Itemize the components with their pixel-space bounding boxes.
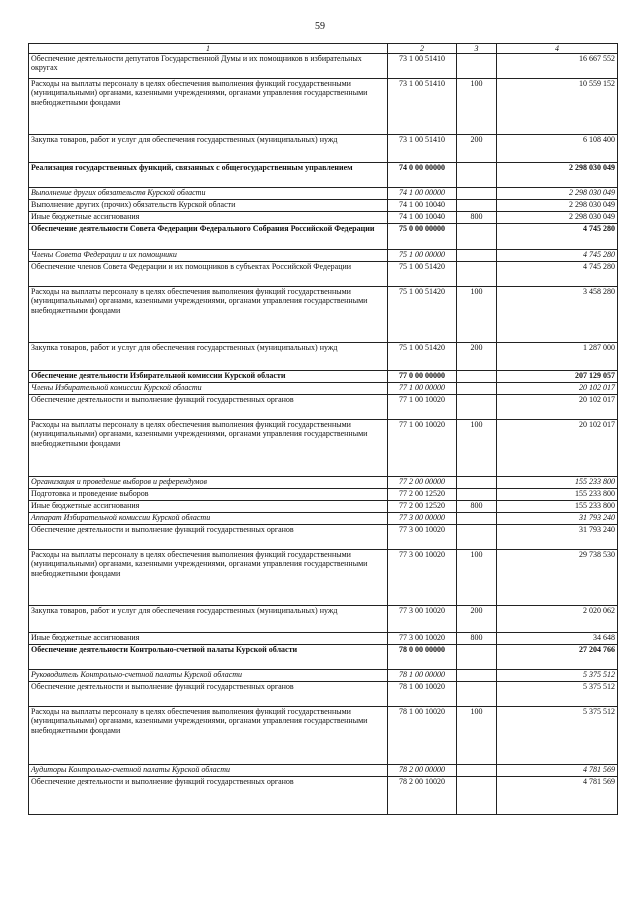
row-sum-cell: 2 298 030 049 [497, 200, 618, 212]
table-row [29, 489, 618, 501]
table-row [29, 395, 618, 420]
table-row [29, 163, 618, 188]
row-code-cell: 77 3 00 00000 [388, 513, 457, 525]
row-vr-cell [457, 477, 497, 489]
row-code-cell: 77 3 00 10020 [388, 606, 457, 633]
row-vr-cell [457, 682, 497, 707]
table-row [29, 343, 618, 371]
row-code-cell: 77 3 00 10020 [388, 550, 457, 606]
row-code-cell: 73 1 00 51410 [388, 135, 457, 163]
row-name-cell: Обеспечение деятельности и выполнение функций государственных органов [29, 525, 388, 550]
row-name-cell: Иные бюджетные ассигнования [29, 212, 388, 224]
row-sum-cell: 4 745 280 [497, 262, 618, 287]
row-code-cell: 77 2 00 12520 [388, 489, 457, 501]
row-name-cell: Иные бюджетные ассигнования [29, 633, 388, 645]
table-row [29, 777, 618, 815]
table-row [29, 188, 618, 200]
row-sum-cell: 27 204 766 [497, 645, 618, 670]
row-code-cell: 78 1 00 10020 [388, 707, 457, 765]
row-vr-cell [457, 395, 497, 420]
row-vr-cell: 200 [457, 606, 497, 633]
row-sum-cell: 34 648 [497, 633, 618, 645]
row-sum-cell: 5 375 512 [497, 682, 618, 707]
table-row [29, 371, 618, 383]
row-code-cell: 77 1 00 10020 [388, 420, 457, 477]
row-name-cell: Расходы на выплаты персоналу в целях обеспечения выполнения функций государственными (муниципальными) органами, казенными учреждениями, органами управления государственными внебюджетными фондами [29, 287, 388, 343]
row-name-cell: Выполнение других (прочих) обязательств Курской области [29, 200, 388, 212]
row-sum-cell: 207 129 057 [497, 371, 618, 383]
row-code-cell: 73 1 00 51410 [388, 79, 457, 135]
table-row [29, 54, 618, 79]
column-header-name: 1 [29, 44, 388, 54]
row-sum-cell: 5 375 512 [497, 707, 618, 765]
table-row [29, 79, 618, 135]
table-row [29, 250, 618, 262]
row-vr-cell: 800 [457, 212, 497, 224]
row-name-cell: Руководитель Контрольно-счетной палаты Курской области [29, 670, 388, 682]
row-sum-cell: 4 745 280 [497, 224, 618, 250]
row-code-cell: 77 1 00 00000 [388, 383, 457, 395]
row-name-cell: Члены Избирательной комиссии Курской области [29, 383, 388, 395]
row-name-cell: Закупка товаров, работ и услуг для обеспечения государственных (муниципальных) нужд [29, 606, 388, 633]
row-sum-cell: 16 667 552 [497, 54, 618, 79]
row-code-cell: 78 2 00 00000 [388, 765, 457, 777]
table-row [29, 383, 618, 395]
row-vr-cell [457, 188, 497, 200]
row-code-cell: 77 0 00 00000 [388, 371, 457, 383]
row-sum-cell: 6 108 400 [497, 135, 618, 163]
row-vr-cell [457, 224, 497, 250]
row-name-cell: Подготовка и проведение выборов [29, 489, 388, 501]
row-code-cell: 75 1 00 51420 [388, 287, 457, 343]
row-sum-cell: 10 559 152 [497, 79, 618, 135]
row-name-cell: Обеспечение деятельности и выполнение функций государственных органов [29, 682, 388, 707]
budget-table [28, 43, 618, 815]
row-name-cell: Обеспечение деятельности и выполнение функций государственных органов [29, 777, 388, 815]
row-vr-cell [457, 163, 497, 188]
row-vr-cell [457, 54, 497, 79]
row-vr-cell [457, 371, 497, 383]
row-sum-cell: 4 745 280 [497, 250, 618, 262]
row-code-cell: 78 1 00 00000 [388, 670, 457, 682]
row-sum-cell: 20 102 017 [497, 395, 618, 420]
row-vr-cell: 100 [457, 550, 497, 606]
row-name-cell: Выполнение других обязательств Курской области [29, 188, 388, 200]
table-body [29, 54, 618, 815]
row-name-cell: Реализация государственных функций, связанных с общегосударственным управлением [29, 163, 388, 188]
row-vr-cell [457, 777, 497, 815]
row-code-cell: 74 1 00 00000 [388, 188, 457, 200]
row-name-cell: Обеспечение членов Совета Федерации и их помощников в субъектах Российской Федерации [29, 262, 388, 287]
table-row [29, 501, 618, 513]
page-number: 59 [315, 21, 325, 32]
row-sum-cell: 2 298 030 049 [497, 212, 618, 224]
column-header-vr: 3 [457, 44, 497, 54]
row-code-cell: 77 2 00 12520 [388, 501, 457, 513]
row-name-cell: Аудиторы Контрольно-счетной палаты Курской области [29, 765, 388, 777]
row-sum-cell: 31 793 240 [497, 525, 618, 550]
row-name-cell: Аппарат Избирательной комиссии Курской области [29, 513, 388, 525]
row-sum-cell: 1 287 000 [497, 343, 618, 371]
row-name-cell: Расходы на выплаты персоналу в целях обеспечения выполнения функций государственными (муниципальными) органами, казенными учреждениями, органами управления государственными внебюджетными фондами [29, 707, 388, 765]
row-vr-cell [457, 383, 497, 395]
row-vr-cell: 800 [457, 501, 497, 513]
row-code-cell: 78 2 00 10020 [388, 777, 457, 815]
row-sum-cell: 2 020 062 [497, 606, 618, 633]
row-sum-cell: 20 102 017 [497, 383, 618, 395]
row-name-cell: Обеспечение деятельности Контрольно-счетной палаты Курской области [29, 645, 388, 670]
table-row [29, 550, 618, 606]
row-code-cell: 74 0 00 00000 [388, 163, 457, 188]
table-header-row [29, 44, 618, 54]
row-vr-cell [457, 670, 497, 682]
row-vr-cell [457, 262, 497, 287]
table-row [29, 420, 618, 477]
column-header-code: 2 [388, 44, 457, 54]
row-vr-cell [457, 513, 497, 525]
row-sum-cell: 155 233 800 [497, 477, 618, 489]
row-sum-cell: 29 738 530 [497, 550, 618, 606]
table-row [29, 135, 618, 163]
table-row [29, 287, 618, 343]
table-row [29, 682, 618, 707]
row-vr-cell [457, 645, 497, 670]
row-vr-cell: 200 [457, 343, 497, 371]
row-vr-cell [457, 525, 497, 550]
row-vr-cell: 200 [457, 135, 497, 163]
row-code-cell: 77 3 00 10020 [388, 525, 457, 550]
row-vr-cell [457, 250, 497, 262]
table-row [29, 200, 618, 212]
row-vr-cell: 100 [457, 79, 497, 135]
row-vr-cell [457, 200, 497, 212]
row-name-cell: Обеспечение деятельности Избирательной комиссии Курской области [29, 371, 388, 383]
row-sum-cell: 155 233 800 [497, 501, 618, 513]
row-sum-cell: 2 298 030 049 [497, 163, 618, 188]
table-row [29, 525, 618, 550]
table-row [29, 670, 618, 682]
row-name-cell: Члены Совета Федерации и их помощники [29, 250, 388, 262]
row-name-cell: Организация и проведение выборов и референдумов [29, 477, 388, 489]
row-vr-cell [457, 489, 497, 501]
row-code-cell: 74 1 00 10040 [388, 212, 457, 224]
table-row [29, 477, 618, 489]
row-code-cell: 77 3 00 10020 [388, 633, 457, 645]
row-code-cell: 78 0 00 00000 [388, 645, 457, 670]
row-code-cell: 75 1 00 51420 [388, 262, 457, 287]
table-row [29, 212, 618, 224]
table-row [29, 224, 618, 250]
row-name-cell: Закупка товаров, работ и услуг для обеспечения государственных (муниципальных) нужд [29, 343, 388, 371]
row-code-cell: 78 1 00 10020 [388, 682, 457, 707]
row-code-cell: 74 1 00 10040 [388, 200, 457, 212]
row-name-cell: Обеспечение деятельности Совета Федерации Федерального Собрания Российской Федерации [29, 224, 388, 250]
row-name-cell: Иные бюджетные ассигнования [29, 501, 388, 513]
row-code-cell: 73 1 00 51410 [388, 54, 457, 79]
row-sum-cell: 4 781 569 [497, 765, 618, 777]
row-sum-cell: 3 458 280 [497, 287, 618, 343]
row-code-cell: 77 2 00 00000 [388, 477, 457, 489]
row-code-cell: 75 1 00 00000 [388, 250, 457, 262]
row-name-cell: Закупка товаров, работ и услуг для обеспечения государственных (муниципальных) нужд [29, 135, 388, 163]
row-sum-cell: 155 233 800 [497, 489, 618, 501]
row-sum-cell: 5 375 512 [497, 670, 618, 682]
row-vr-cell: 100 [457, 420, 497, 477]
row-sum-cell: 4 781 569 [497, 777, 618, 815]
table-row [29, 606, 618, 633]
row-vr-cell: 100 [457, 707, 497, 765]
row-name-cell: Расходы на выплаты персоналу в целях обеспечения выполнения функций государственными (муниципальными) органами, казенными учреждениями, органами управления государственными внебюджетными фондами [29, 420, 388, 477]
row-vr-cell: 100 [457, 287, 497, 343]
row-code-cell: 77 1 00 10020 [388, 395, 457, 420]
table-row [29, 262, 618, 287]
row-code-cell: 75 0 00 00000 [388, 224, 457, 250]
row-name-cell: Расходы на выплаты персоналу в целях обеспечения выполнения функций государственными (муниципальными) органами, казенными учреждениями, органами управления государственными внебюджетными фондами [29, 79, 388, 135]
row-name-cell: Обеспечение деятельности депутатов Государственной Думы и их помощников в избирательных округах [29, 54, 388, 79]
row-sum-cell: 20 102 017 [497, 420, 618, 477]
row-vr-cell: 800 [457, 633, 497, 645]
row-sum-cell: 2 298 030 049 [497, 188, 618, 200]
table-row [29, 765, 618, 777]
row-sum-cell: 31 793 240 [497, 513, 618, 525]
row-code-cell: 75 1 00 51420 [388, 343, 457, 371]
row-name-cell: Обеспечение деятельности и выполнение функций государственных органов [29, 395, 388, 420]
row-name-cell: Расходы на выплаты персоналу в целях обеспечения выполнения функций государственными (муниципальными) органами, казенными учреждениями, органами управления государственными внебюджетными фондами [29, 550, 388, 606]
table-row [29, 707, 618, 765]
table-row [29, 645, 618, 670]
table-row [29, 633, 618, 645]
table-row [29, 513, 618, 525]
column-header-sum: 4 [497, 44, 618, 54]
row-vr-cell [457, 765, 497, 777]
